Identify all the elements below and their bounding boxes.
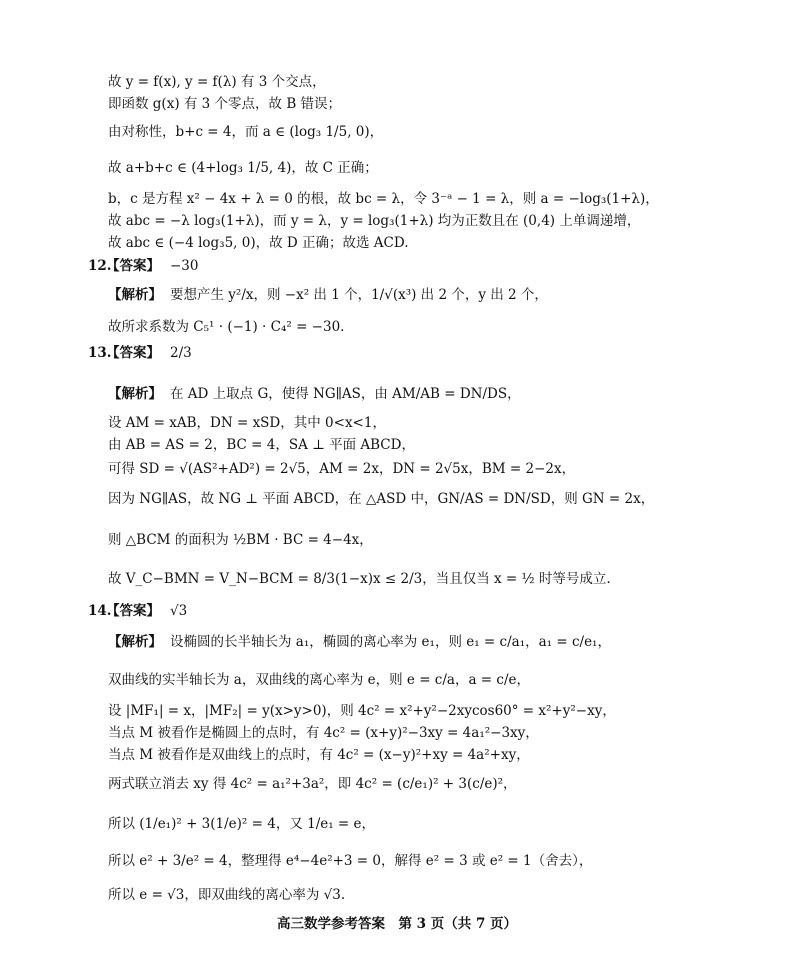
- text-line: 则 △BCM 的面积为 ½BM · BC = 4−4x，: [108, 532, 373, 548]
- text-line: 在 AD 上取点 G，使得 NG∥AS，由 AM/AB = DN/DS，: [170, 386, 521, 402]
- text-line: 所以 (1/e₁)² + 3(1/e)² = 4，又 1/e₁ = e，: [108, 816, 376, 832]
- text-line: 由 AB = AS = 2，BC = 4，SA ⊥ 平面 ABCD，: [108, 437, 415, 453]
- text-line: 两式联立消去 xy 得 4c² = a₁²+3a²，即 4c² = (c/e₁)² + 3(c/e)²，: [108, 776, 517, 792]
- analysis-label: 【解析】: [108, 634, 162, 650]
- text-line: 故 y = f(x), y = f(λ) 有 3 个交点，: [108, 74, 326, 90]
- question-number: 14.: [88, 603, 112, 619]
- answer-value: √3: [170, 603, 188, 619]
- analysis-label: 【解析】: [108, 386, 162, 402]
- text-line: 由对称性，b+c = 4，而 a ∈ (log₃ 1/5, 0)，: [108, 124, 384, 140]
- answer-label: 【答案】: [106, 345, 160, 361]
- question-number: 13.: [88, 345, 112, 361]
- text-line: 可得 SD = √(AS²+AD²) = 2√5，AM = 2x，DN = 2√5x，BM = 2−2x，: [108, 461, 576, 477]
- text-line: b，c 是方程 x² − 4x + λ = 0 的根，故 bc = λ，令 3⁻ᵃ − 1 = λ，则 a = −log₃(1+λ)，: [108, 191, 659, 207]
- analysis-label: 【解析】: [108, 287, 162, 303]
- text-line: 故 V_C−BMN = V_N−BCM = 8/3(1−x)x ≤ 2/3，当且仅当 x = ½ 时等号成立.: [108, 571, 611, 587]
- text-line: 设 AM = xAB，DN = xSD，其中 0<x<1，: [108, 415, 386, 431]
- text-line: 即函数 g(x) 有 3 个零点，故 B 错误；: [108, 96, 342, 112]
- text-line: 故 abc ∈ (−4 log₃5, 0)，故 D 正确；故选 ACD.: [108, 235, 409, 251]
- page-footer: 高三数学参考答案 第 3 页（共 7 页）: [276, 916, 518, 932]
- text-line: 要想产生 y²/x，则 −x² 出 1 个，1/√(x³) 出 2 个，y 出 2 个，: [170, 287, 548, 303]
- text-line: 设 |MF₁| = x，|MF₂| = y(x>y>0)，则 4c² = x²+y²−2xycos60° = x²+y²−xy，: [108, 703, 616, 719]
- text-line: 当点 M 被看作是椭圆上的点时，有 4c² = (x+y)²−3xy = 4a₁²−3xy，: [108, 725, 539, 741]
- text-line: 设椭圆的长半轴长为 a₁，椭圆的离心率为 e₁，则 e₁ = c/a₁，a₁ = c/e₁，: [170, 634, 611, 650]
- answer-label: 【答案】: [106, 603, 160, 619]
- text-line: 故 abc = −λ log₃(1+λ)，而 y = λ，y = log₃(1+λ) 均为正数且在 (0,4) 上单调递增，: [108, 213, 641, 229]
- answer-label: 【答案】: [106, 258, 160, 274]
- text-line: 所以 e² + 3/e² = 4，整理得 e⁴−4e²+3 = 0，解得 e² = 3 或 e² = 1（舍去），: [108, 853, 593, 869]
- text-line: 故所求系数为 C₅¹ · (−1) · C₄² = −30.: [108, 319, 345, 335]
- text-line: 因为 NG∥AS，故 NG ⊥ 平面 ABCD，在 △ASD 中，GN/AS = DN/SD，则 GN = 2x，: [108, 491, 655, 507]
- question-number: 12.: [88, 258, 112, 274]
- answer-value: 2/3: [170, 345, 192, 361]
- text-line: 所以 e = √3，即双曲线的离心率为 √3.: [108, 887, 346, 903]
- text-line: 双曲线的实半轴长为 a，双曲线的离心率为 e，则 e = c/a，a = c/e，: [108, 672, 530, 688]
- text-line: 故 a+b+c ∈ (4+log₃ 1/5, 4)，故 C 正确；: [108, 160, 378, 176]
- text-line: 当点 M 被看作是双曲线上的点时，有 4c² = (x−y)²+xy = 4a²+xy，: [108, 747, 530, 763]
- answer-value: −30: [170, 258, 199, 274]
